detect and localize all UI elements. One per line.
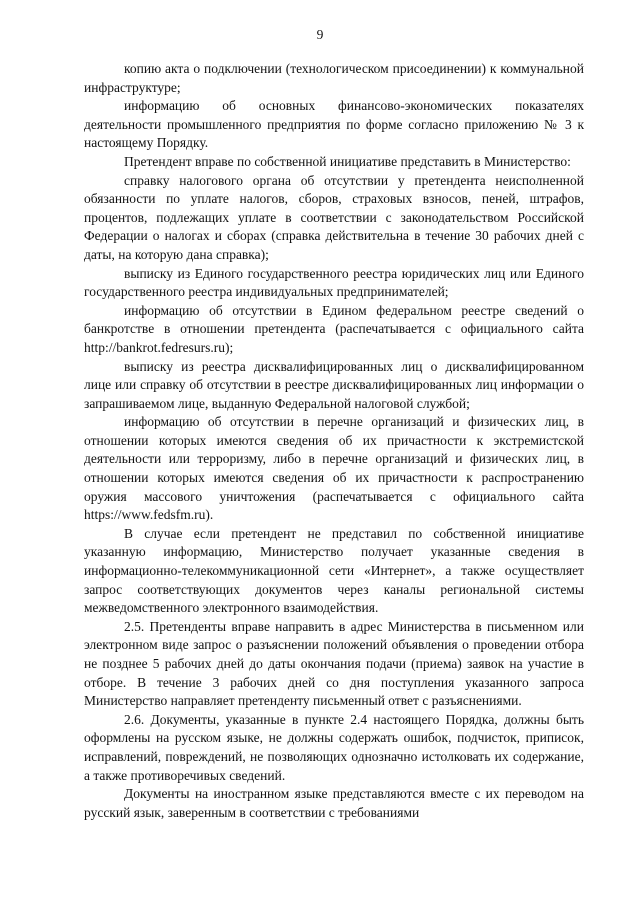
page-number: 9 [316,27,324,42]
paragraph-extremism-list: информацию об отсутствии в перечне организаций и физических лиц, в отношении которых имеются сведения об их причастности к экстремистской деятельности или терроризму, либо в перечне организаций и физических лиц, в отношении которых имеются сведения об их причастности к распространению оружия массового уничтожения (распечатывается с официального сайта https://www.fedsfm.ru). [84,414,584,523]
paragraph-foreign-language-docs: Документы на иностранном языке представляются вместе с их переводом на русский язык, заверенным в соответствии с требованиями [84,786,584,820]
paragraph-disqualified-persons: выписку из реестра дисквалифицированных лиц о дисквалифицированном лице или справку об отсутствии в реестре дисквалифицированных лиц информации о запрашиваемом лице, выданную Федеральной налоговой службой; [84,358,584,411]
paragraph-section-2-5: 2.5. Претенденты вправе направить в адрес Министерства в письменном или электронном виде запрос о разъяснении положений объявления о проведении отбора не позднее 5 рабочих дней до даты окончания подачи (приема) заявок на участие в отборе. В течение 3 рабочих дней со дня поступления указанного запроса Министерство направляет претенденту письменный ответ с разъяснениями. [84,618,584,709]
paragraph-optional-documents-intro: Претендент вправе по собственной инициативе представить в Министерство: [124,153,571,169]
paragraph-bankruptcy-info: информацию об отсутствии в Едином федеральном реестре сведений о банкротстве в отношении претендента (распечатывается с официального сайта http://bankrot.fedresurs.ru); [84,302,584,355]
paragraph-registry-extract: выписку из Единого государственного реестра юридических лиц или Единого государственного реестра индивидуальных предпринимателей; [84,265,584,300]
paragraph-ministry-request: В случае если претендент не представил по собственной инициативе указанную информацию, Министерство получает указанные сведения в информационно-телекоммуникационной сети «Интернет», а также осуществляет запрос соответствующих документов через каналы региональной системы межведомственного электронного взаимодействия. [84,525,584,616]
document-body [84,60,584,822]
paragraph-tax-certificate: справку налогового органа об отсутствии у претендента неисполненной обязанности по уплате налогов, сборов, страховых взносов, пеней, штрафов, процентов, подлежащих уплате в соответствии с законодательством Российской Федерации о налогах и сборах (справка действительна в течение 30 рабочих дней с даты, на которую дана справка); [84,172,584,262]
paragraph-utility-connection-act: копию акта о подключении (технологическом присоединении) к коммунальной инфраструктуре; [84,61,584,95]
paragraph-financial-indicators: информацию об основных финансово-экономических показателях деятельности промышленного предприятия по форме согласно приложению № 3 к настоящему Порядку. [84,98,584,151]
paragraph-section-2-6: 2.6. Документы, указанные в пункте 2.4 настоящего Порядка, должны быть оформлены на русском языке, не должны содержать ошибок, подчисток, приписок, исправлений, повреждений, не позволяющих однозначно истолковать их содержание, а также противоречивых сведений. [84,711,584,783]
